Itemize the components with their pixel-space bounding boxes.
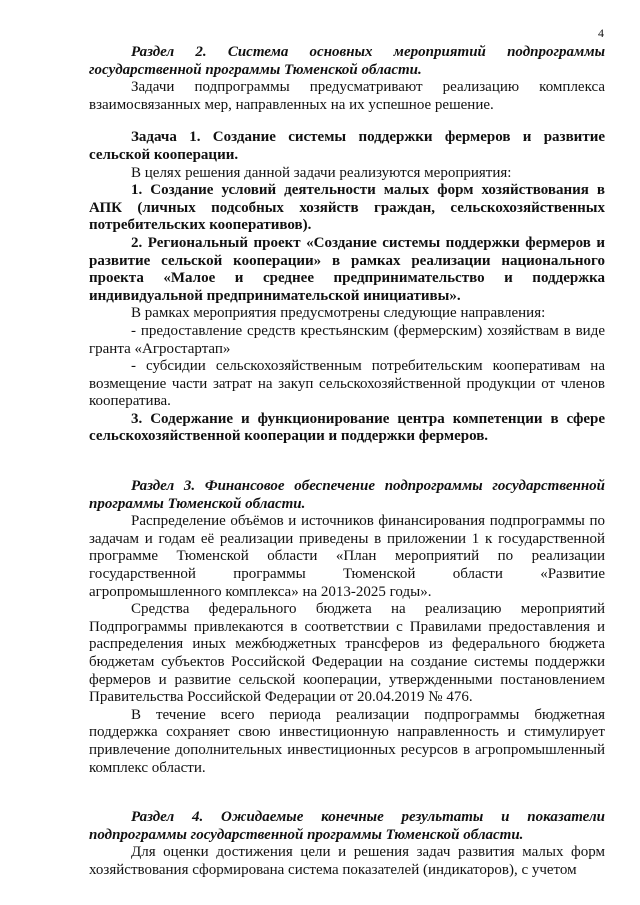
task-1-title: Задача 1. Создание системы поддержки фермеров и развитие сельской кооперации. — [89, 129, 605, 163]
measure-3: 3. Содержание и функционирование центра компетенции в сфере сельскохозяйственной кооперации и поддержки фермеров. — [89, 410, 605, 445]
section-3-paragraph-1: Распределение объёмов и источников финансирования подпрограммы по задачам и годам её реализации приведены в приложении 1 к государственной программе Тюменской области «План мероприятий по реализации государственной программы Тюменской области «Развитие агропромышленного комплекса» на 2013-2025 годы». — [89, 513, 605, 600]
section-3-paragraph-2: Средства федерального бюджета на реализацию мероприятий Подпрограммы привлекаются в соответствии с Правилами предоставления и распределения иных межбюджетных трансферов из федерального бюджета бюджетам субъектов Российской Федерации на создание системы поддержки фермеров и развитие сельской кооперации, утвержденными постановлением Правительства Российской Федерации от 20.04.2019 № 476. — [89, 601, 605, 706]
section-3-title: Раздел 3. Финансовое обеспечение подпрограммы государственной программы Тюменской области. — [89, 478, 605, 512]
direction-1: - предоставление средств крестьянским (фермерским) хозяйствам в виде гранта «Агростартап» — [89, 322, 605, 357]
task-1-intro: В целях решения данной задачи реализуются мероприятия: — [131, 164, 512, 181]
measure-2: 2. Региональный проект «Создание системы поддержки фермеров и развитие сельской кооперации» в рамках реализации национального проекта «Малое и среднее предпринимательство и поддержка индивидуальной предпринимательской инициативы». — [89, 234, 605, 304]
section-4-paragraph-1: Для оценки достижения цели и решения задач развития малых форм хозяйствования сформирована система показателей (индикаторов), с учетом — [89, 844, 605, 878]
section-4-title: Раздел 4. Ожидаемые конечные результаты и показатели подпрограммы государственной программы Тюменской области. — [89, 809, 605, 843]
directions-intro: В рамках мероприятия предусмотрены следующие направления: — [131, 305, 546, 322]
page-number: 4 — [598, 26, 604, 40]
section-3-paragraph-3: В течение всего периода реализации подпрограммы бюджетная поддержка сохраняет свою инвестиционную направленность и стимулирует привлечение дополнительных инвестиционных ресурсов в агропромышленный комплекс области. — [89, 706, 605, 776]
direction-2: - субсидии сельскохозяйственным потребительским кооперативам на возмещение части затрат на закуп сельскохозяйственной продукции от членов кооператива. — [89, 358, 605, 410]
document-body — [89, 44, 605, 880]
measure-1: 1. Создание условий деятельности малых форм хозяйствования в АПК (личных подсобных хозяйств граждан, сельскохозяйственных потребительских кооперативов). — [89, 182, 605, 234]
section-2-title: Раздел 2. Система основных мероприятий подпрограммы государственной программы Тюменской области. — [89, 44, 605, 78]
section-2-intro: Задачи подпрограммы предусматривают реализацию комплекса взаимосвязанных мер, направленных на их успешное решение. — [89, 79, 605, 113]
